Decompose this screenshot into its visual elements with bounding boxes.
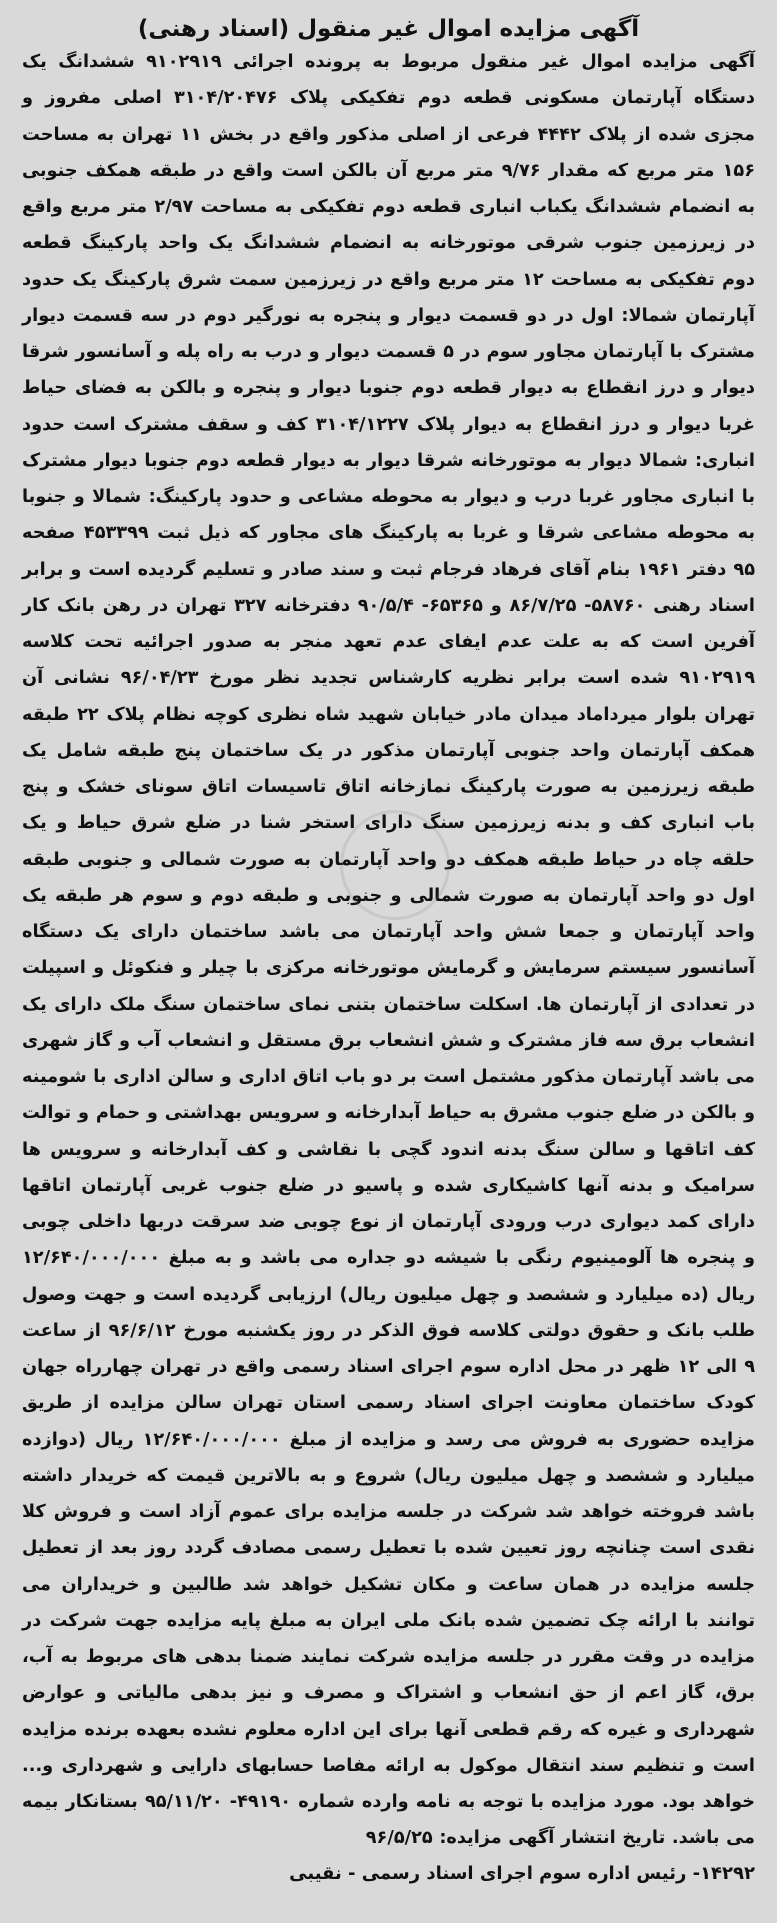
- notice-body: آگهی مزایده اموال غیر منقول مربوط به پرونده اجرائی ۹۱۰۲۹۱۹ ششدانگ یک دستگاه آپارتمان مسکونی قطعه دوم تفکیکی پلاک ۳۱۰۴/۲۰۴۷۶ اصلی مفروز و مجزی شده از پلاک ۴۴۴۲ فرعی از اصلی مذکور واقع در بخش ۱۱ تهران به مساحت ۱۵۶ متر مربع که مقدار ۹/۷۶ متر مربع آن بالکن است واقع در طبقه همکف جنوبی به انضمام ششدانگ یکباب انباری قطعه دوم تفکیکی به مساحت ۲/۹۷ متر مربع واقع در زیرزمین جنوب شرقی موتورخانه به انضمام ششدانگ یک واحد پارکینگ قطعه دوم تفکیکی به مساحت ۱۲ متر مربع واقع در زیرزمین سمت شرق پارکینگ یک حدود آپارتمان شمالا: اول در دو قسمت دیوار و پنجره به نورگیر دوم در سه قسمت دیوار مشترک با آپارتمان مجاور سوم در ۵ قسمت دیوار و درب به راه پله و آسانسور شرقا دیوار و درز انقطاع به دیوار قطعه دوم جنوبا دیوار و پنجره و بالکن به فضای حیاط غربا دیوار و درز انقطاع به دیوار پلاک ۳۱۰۴/۱۲۲۷ کف و سقف مشترک است حدود انباری: شمالا دیوار به موتورخانه شرقا دیوار به دیوار قطعه دوم جنوبا دیوار مشترک با انباری مجاور غربا درب و دیوار به محوطه مشاعی و حدود پارکینگ: شمالا و جنوبا به محوطه مشاعی شرقا و غربا به پارکینگ های مجاور که ذیل ثبت ۴۵۳۳۹۹ صفحه ۹۵ دفتر ۱۹۶۱ بنام آقای فرهاد فرجام ثبت و سند صادر و تسلیم گردیده است و برابر اسناد رهنی ۵۸۷۶۰- ۸۶/۷/۲۵ و ۶۵۳۶۵- ۹۰/۵/۴ دفترخانه ۳۲۷ تهران در رهن بانک کار آفرین است که به علت عدم ایفای عدم تعهد منجر به صدور اجرائیه تحت کلاسه ۹۱۰۲۹۱۹ شده است برابر نظریه کارشناس تجدید نظر مورخ ۹۶/۰۴/۲۳ نشانی آن تهران بلوار میرداماد میدان مادر خیابان شهید شاه نظری کوچه نظام پلاک ۲۲ طبقه همکف آپارتمان واحد جنوبی آپارتمان مذکور در یک ساختمان پنج طبقه شامل یک طبقه زیرزمین به صورت پارکینگ نمازخانه اتاق تاسیسات اتاق سونای خشک و پنج باب انباری کف و بدنه زیرزمین سنگ دارای استخر شنا در ضلع شرق حیاط و یک حلقه چاه در حیاط طبقه همکف دو واحد آپارتمان به صورت شمالی و جنوبی طبقه اول دو واحد آپارتمان به صورت شمالی و جنوبی و طبقه دوم و سوم هر طبقه یک واحد آپارتمان و جمعا شش واحد آپارتمان می باشد ساختمان دارای یک دستگاه آسانسور سیستم سرمایش و گرمایش موتورخانه مرکزی با چیلر و فنکوئل و اسپیلت در تعدادی از آپارتمان ها. اسکلت ساختمان بتنی نمای ساختمان سنگ ملک دارای یک انشعاب برق سه فاز مشترک و شش انشعاب برق مستقل و انشعاب آب و گاز شهری می باشد آپارتمان مذکور مشتمل است بر دو باب اتاق اداری و سالن اداری با شومینه و بالکن در ضلع جنوب مشرق به حیاط آبدارخانه و سرویس بهداشتی و حمام و توالت کف اتاقها و سالن سنگ بدنه اندود گچی با نقاشی و کف آبدارخانه و سرویس ها سرامیک و بدنه آنها کاشیکاری شده و پاسیو در ضلع جنوب غربی آپارتمان اتاقها دارای کمد دیواری درب ورودی آپارتمان از نوع چوبی ضد سرقت دربها داخلی چوبی و پنجره ها آلومینیوم رنگی با شیشه دو جداره می باشد و به مبلغ ۱۲/۶۴۰/۰۰۰/۰۰۰ ریال (ده میلیارد و ششصد و چهل میلیون ریال) ارزیابی گردیده است و جهت وصول طلب بانک و حقوق دولتی کلاسه فوق الذکر در روز یکشنبه مورخ ۹۶/۶/۱۲ از ساعت ۹ الی ۱۲ ظهر در محل اداره سوم اجرای اسناد رسمی واقع در تهران چهارراه جهان کودک ساختمان معاونت اجرای اسناد رسمی استان تهران سالن مزایده از طریق مزایده حضوری به فروش می رسد و مزایده از مبلغ ۱۲/۶۴۰/۰۰۰/۰۰۰ ریال (دوازده میلیارد و ششصد و چهل میلیون ریال) شروع و به بالاترین قیمت که خریدار داشته باشد فروخته خواهد شد شرکت در جلسه مزایده برای عموم آزاد است و فروش کلا نقدی است چنانچه روز تعیین شده با تعطیل رسمی مصادف گردد روز بعد از تعطیل جلسه مزایده در همان ساعت و مکان تشکیل خواهد شد طالبین و خریداران می توانند با ارائه چک تضمین شده بانک ملی ایران به مبلغ پایه مزایده جهت شرکت در مزایده در وقت مقرر در جلسه مزایده شرکت نمایند ضمنا بدهی های مربوط به آب، برق، گاز اعم از حق انشعاب و اشتراک و مصرف و نیز بدهی مالیاتی و عوارض شهرداری و غیره که رقم قطعی آنها برای این اداره معلوم نشده بعهده برنده مزایده است و تنظیم سند انتقال موکول به ارائه مفاصا حسابهای دارایی و شهرداری و... خواهد بود. مورد مزایده با توجه به نامه وارده شماره ۴۹۱۹۰- ۹۵/۱۱/۲۰ بستانکار بیمه می باشد. تاریخ انتشار آگهی مزایده: ۹۶/۵/۲۵: [22, 52, 756, 1849]
- notice-signature: ۱۴۲۹۲- رئیس اداره سوم اجرای اسناد رسمی - نقیبی: [289, 1862, 755, 1884]
- notice-title: آگهی مزایده اموال غیر منقول (اسناد رهنی): [137, 16, 640, 42]
- faint-stamp-watermark: [340, 810, 450, 920]
- auction-notice: [14, 8, 763, 1913]
